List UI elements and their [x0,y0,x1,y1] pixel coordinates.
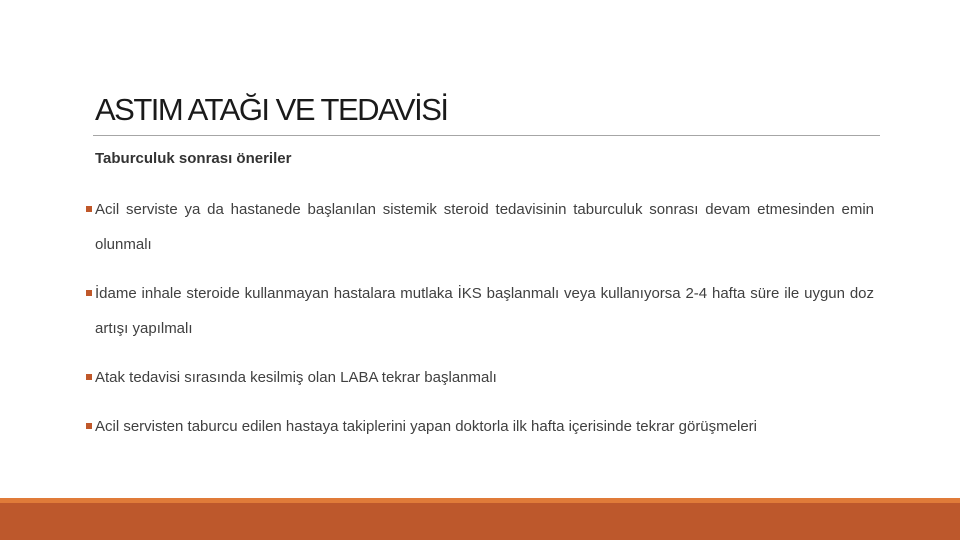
square-bullet-icon [86,423,92,429]
bullet-item [86,276,874,346]
slide-title: ASTIM ATAĞI VE TEDAVİSİ [95,92,448,127]
square-bullet-icon [86,374,92,380]
bullet-item [86,192,874,262]
slide-subtitle: Taburculuk sonrası öneriler [95,150,292,167]
title-divider [93,135,880,136]
bullet-text: Acil serviste ya da hastanede başlanılan sistemik steroid tedavisinin taburculuk sonrası devam etmesinden emin olunmalı [95,201,874,253]
bullet-item [86,409,874,444]
square-bullet-icon [86,290,92,296]
bullet-text: İdame inhale steroide kullanmayan hastalara mutlaka İKS başlanmalı veya kullanıyorsa 2-4 hafta süre ile uygun doz artışı yapılmalı [95,285,874,337]
footer-band [0,498,960,540]
square-bullet-icon [86,206,92,212]
bullet-item [86,360,874,395]
bullet-list [86,192,874,458]
bullet-text: Atak tedavisi sırasında kesilmiş olan LABA tekrar başlanmalı [95,369,497,386]
bullet-text: Acil servisten taburcu edilen hastaya takiplerini yapan doktorla ilk hafta içerisinde tekrar görüşmeleri [95,418,757,435]
footer-band-highlight [0,498,960,503]
